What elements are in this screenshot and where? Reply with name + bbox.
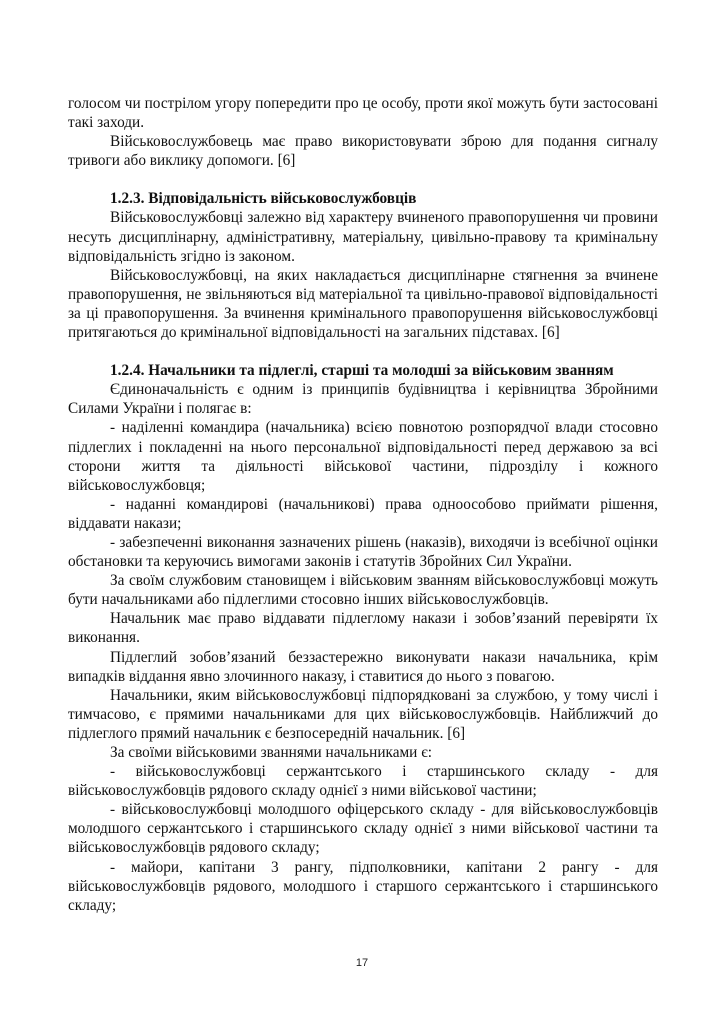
paragraph: Начальник має право віддавати підлеглому накази і зобов’язаний перевіряти їх виконання.	[68, 610, 658, 647]
list-item: - військовослужбовці молодшого офіцерського складу - для військовослужбовців молодшого сержантського і старшинського складу однієї з ними військової частини та військовослужбовців рядового складу;	[68, 801, 658, 857]
paragraph: Єдиноначальність є одним із принципів будівництва і керівництва Збройними Силами України і полягає в:	[68, 381, 658, 418]
list-item: - забезпеченні виконання зазначених рішень (наказів), виходячи із всебічної оцінки обстановки та керуючись вимогами законів і статутів Збройних Сил України.	[68, 533, 658, 571]
page-number: 17	[355, 957, 369, 969]
paragraph: Військовослужбовець має право використовувати зброю для подання сигналу тривоги або виклику допомоги. [6]	[68, 133, 658, 170]
list-item: - військовослужбовці сержантського і старшинського складу - для військовослужбовців рядового складу однієї з ними військової частини;	[68, 763, 658, 800]
paragraph: За своїми військовими званнями начальниками є:	[110, 744, 433, 761]
section-heading: 1.2.4. Начальники та підлеглі, старші та молодші за військовим званням	[110, 362, 614, 380]
paragraph: голосом чи пострілом угору попередити про це особу, проти якої можуть бути застосовані такі заходи.	[68, 95, 658, 132]
list-item: - майори, капітани 3 рангу, підполковники, капітани 2 рангу - для військовослужбовців рядового, молодшого і старшого сержантського і старшинського складу;	[68, 858, 658, 914]
section-gap	[68, 342, 658, 361]
list-item: - наданні командирові (начальникові) права одноособово приймати рішення, віддавати накази;	[68, 495, 658, 532]
list-item: - наділенні командира (начальника) всією повнотою розпорядчої влади стосовно підлеглих і покладенні на нього персональної відповідальності перед державою за всі сторони життя та діяльності військової частини, підрозділу і кожного військовослужбовця;	[68, 419, 658, 494]
paragraph: Військовослужбовці залежно від характеру вчиненого правопорушення чи провини несуть дисциплінарну, адміністративну, матеріальну, цивільно-правову та кримінальну відповідальність згідно із законом.	[68, 209, 658, 265]
paragraph: За своїм службовим становищем і військовим званням військовослужбовці можуть бути начальниками або підлеглими стосовно інших військовослужбовців.	[68, 572, 658, 609]
paragraph: Військовослужбовці, на яких накладається дисциплінарне стягнення за вчинене правопорушення, не звільняються від матеріальної та цивільно-правової відповідальності за ці правопорушення. За вчинення кримінального правопорушення військовослужбовці притягаються до кримінальної відповідальності на загальних підставах. [6]	[68, 266, 658, 342]
section-gap	[68, 170, 658, 189]
section-heading: 1.2.3. Відповідальність військовослужбовців	[110, 190, 417, 208]
paragraph: Начальники, яким військовослужбовці підпорядковані за службою, у тому числі і тимчасово, є прямими начальниками для цих військовослужбовців. Найближчий до підлеглого прямий начальник є безпосередній начальник. [6]	[68, 686, 658, 742]
paragraph: Підлеглий зобов’язаний беззастережно виконувати накази начальника, крім випадків віддання явно злочинного наказу, і ставитися до нього з повагою.	[68, 648, 658, 685]
document-page	[68, 94, 658, 915]
